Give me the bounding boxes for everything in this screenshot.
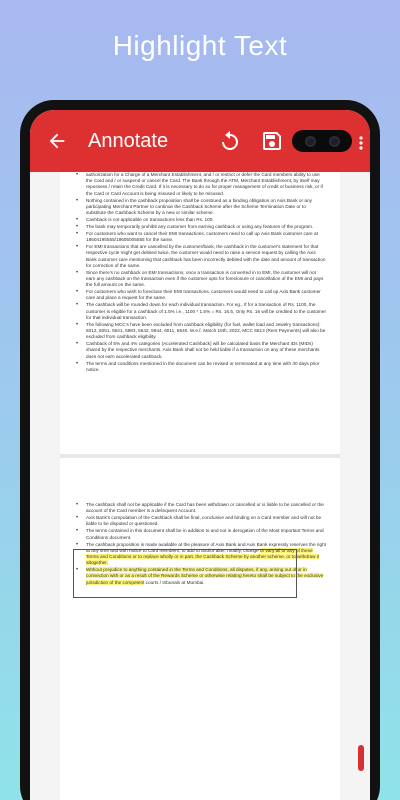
undo-button[interactable]: [218, 129, 242, 153]
promo-headline: Highlight Text: [112, 30, 288, 61]
app-toolbar: [30, 110, 370, 172]
terms-clause[interactable]: • For EMI transactions that are cancelled by the customer/bank, the cashback in the customer's statement for that respective cycle might get debited twice, the customer would need to raise a service request by calling the Axis Bank customer care mentioning that cashback has been incorrectly debited with the date and amount of transaction for correction of the same.: [74, 244, 326, 269]
page-title: Annotate: [88, 129, 169, 152]
back-button[interactable]: [44, 128, 70, 154]
terms-clause[interactable]: • For customers who wish to foreclose their EMI transactions, customers would need to call up Axis Bank customer care and place a request for the same.: [74, 289, 326, 301]
arrow-back-icon: [46, 130, 68, 152]
terms-clause[interactable]: • For customers who want to cancel their EMI transactions, customers need to call up Axis Bank customer care at 18604195555/18605005555 for the same.: [74, 231, 326, 243]
highlighted-text[interactable]: Without prejudice to anything contained in the Terms and Conditions, all disputes, if any, arising out of or in connection with or as a result of the Rewards Scheme or otherwise relating hereto shall be subject to the exclusive jurisdiction of the competent: [86, 567, 324, 585]
terms-clause[interactable]: • The following MCC's have been excluded from cashback eligibility (for fuel, wallet load and Jewelry transactions): 6012, 6051, 5541, 5983, 5542, 5944, 6011, 6540. W.e.f. March 15th, 2022, MCC 6513 (Rent Payments) will also be excluded from cashback eligibility.: [74, 322, 326, 341]
clause-text: The cashback proposition is made available at the pleasure of Axis Bank and Axis Bank expressly reserves the right at any time and with notice to Card members, to add to and/or alter, modify, change: [86, 541, 326, 553]
terms-clause[interactable]: • Axis Bank's computation of the Cashback shall be final, conclusive and binding on a Card member and will not be liable to be disputed or questioned.: [74, 515, 326, 527]
terms-list-page-2: [74, 502, 326, 586]
terms-clause[interactable]: • Nothing contained in the cashback proposition shall be construed as a binding obligation on Axis Bank or any participating Merchant Partner to continue the Cashback Scheme after the Scheme Termination Date or to substitute the Cashback Scheme by a new or similar scheme.: [74, 198, 326, 217]
save-icon: [260, 129, 284, 153]
clause-text: courts / tribunals at Mumbai.: [144, 579, 205, 585]
terms-clause[interactable]: • Cashback of 5% and 4% categories (Accelerated Cashback) will be calculated basis the Merchant IDs (MIDs) shared by the respective merchants. Axis Bank shall not be held liable if a transaction on any of these merchants does not earn accelerated cashback.: [74, 341, 326, 360]
terms-clause[interactable]: • The terms contained in this document shall be in addition to and not in derogation of the Most Important Terms and Conditions document.: [74, 528, 326, 540]
pdf-page-2: [60, 458, 340, 800]
highlighted-text[interactable]: or vary all or any of these Terms and Conditions or to replace wholly or in part, the Cashback Scheme by another scheme, or to withdraw it altogether.: [86, 547, 320, 566]
terms-clause[interactable]: • Since there's no cashback on EMI transactions, once a transaction is converted in to EMI, the customer will not earn any cashback on the transaction even if the customer opts for foreclosure or cancellation of the EMI and pays the full amount on the same.: [74, 270, 326, 289]
more-options-button[interactable]: [358, 136, 364, 150]
terms-list-page-1: [74, 172, 326, 373]
undo-icon: [218, 129, 242, 153]
terms-clause[interactable]: • The bank may temporarily prohibit any customer from earning cashback or using any features of the program.: [74, 224, 326, 230]
terms-clause[interactable]: • The cashback shall not be applicable if the Card has been withdrawn or cancelled or is liable to be cancelled or the account of the Card member is a delinquent Account.: [74, 502, 326, 514]
terms-clause[interactable]: • The cashback will be rounded down for each individual transaction. For eg., If for a transaction of Rs. 1100, the customer is eligible for a cashback of 1.5% i.e., 1100 * 1.5% = Rs. 16.5, Only Rs. 16 will be credited to the customer for that individual transaction.: [74, 302, 326, 321]
terms-clause[interactable]: • Cashback is not applicable on transactions less than Rs. 100.: [74, 217, 326, 223]
terms-clause[interactable]: [74, 542, 326, 567]
scrollbar-thumb[interactable]: [358, 745, 364, 771]
terms-clause[interactable]: [74, 567, 326, 586]
app-screen: [30, 110, 370, 800]
pdf-page-1: [60, 172, 340, 454]
more-vert-icon: [358, 136, 364, 150]
save-button[interactable]: [260, 129, 284, 153]
terms-clause[interactable]: • The terms and conditions mentioned in the document can be revised or terminated at any time with 30 days prior notice.: [74, 361, 326, 373]
front-camera-cutout: [292, 130, 352, 152]
pdf-document-view[interactable]: [30, 172, 370, 800]
phone-frame: [20, 100, 380, 800]
terms-clause[interactable]: • authorization for a Charge of a Merchant Establishment, and / or restrict or defer the Card members ability to use the Card and / or suspend or cancel the Card. The Bank through the ATM, Merchant Establishment, by itself may repossess / retain the Credit Card. If it is necessary to do so for proper management of credit or business risk, or if the Card or Card Account is being misused or likely to be misused.: [74, 172, 326, 197]
